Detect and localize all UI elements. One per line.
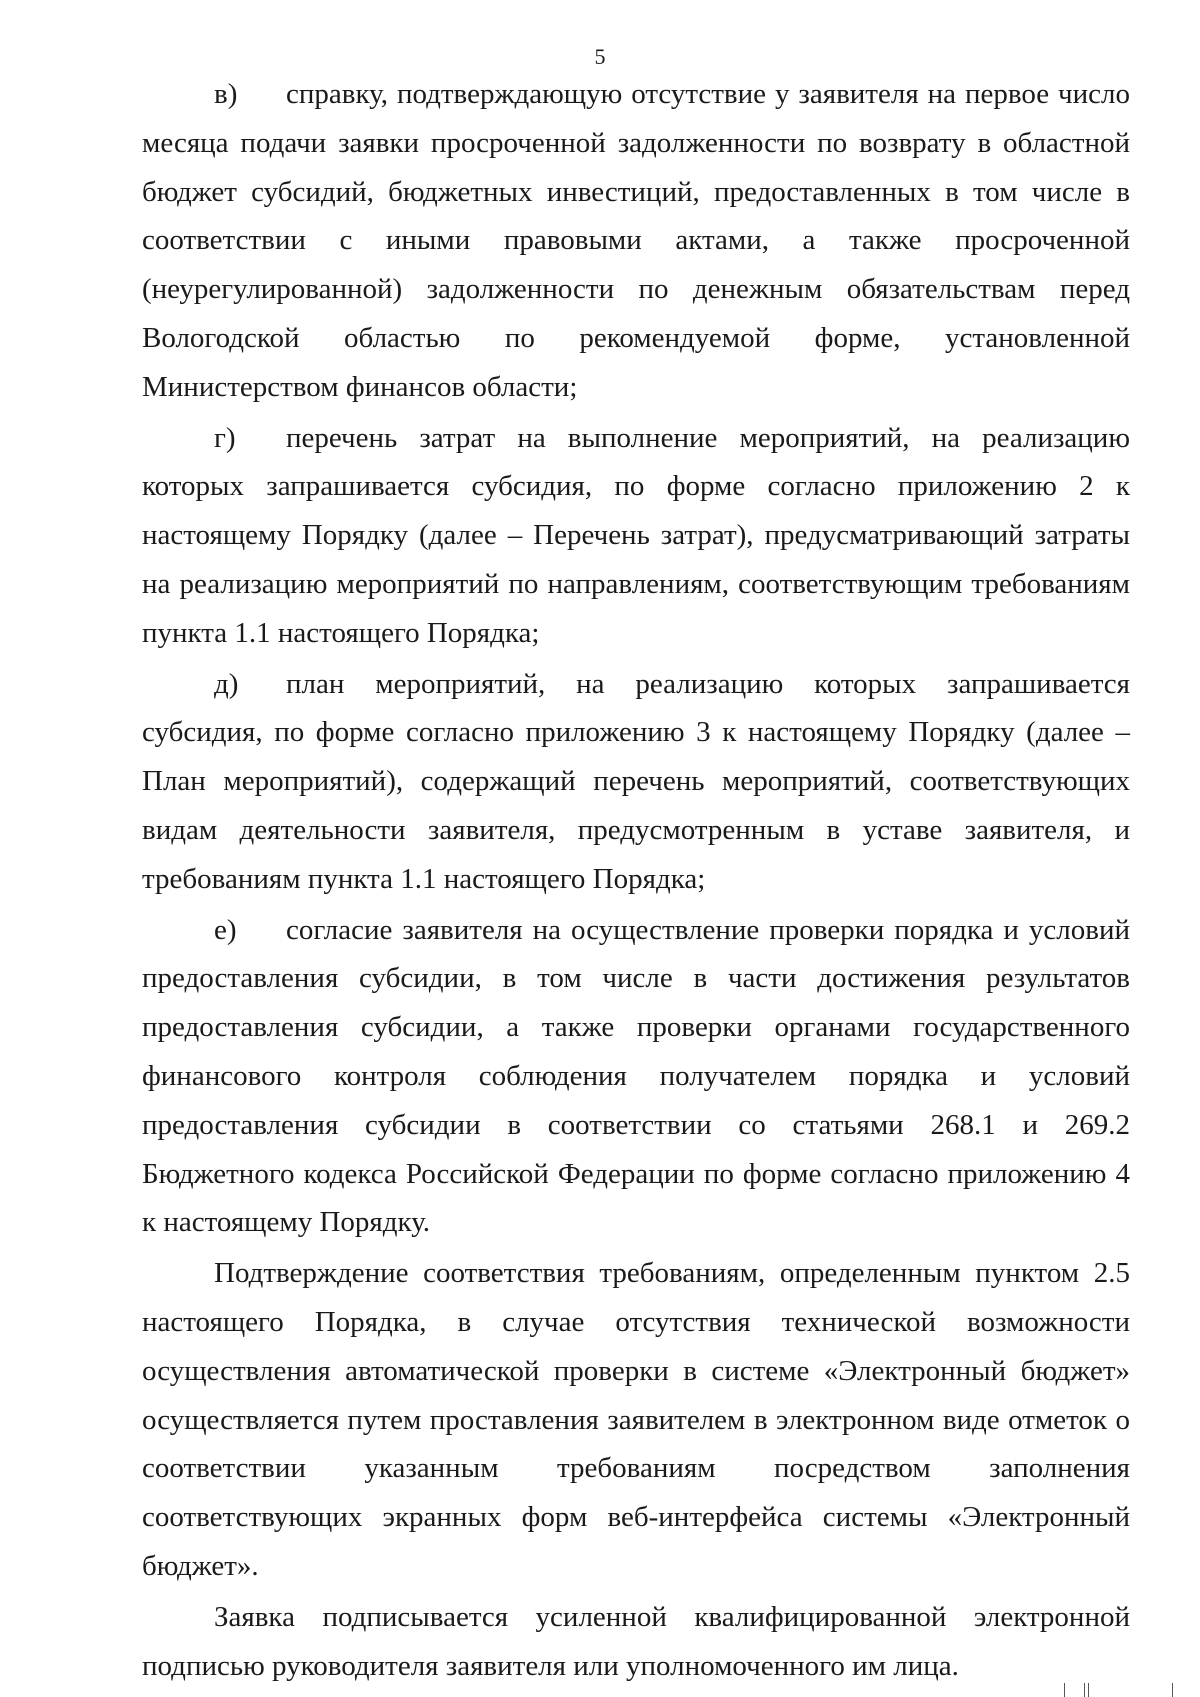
list-item-text: план мероприятий, на реализацию которых запрашивается субсидия, по форме согласно приложению 3 к настоящему Порядку (далее – План мероприятий), содержащий перечень мероприятий, соответствующих видам деятельности заявителя, предусмотренным в уставе заявителя, и требованиям пункта 1.1 настоящего Порядка; (142, 667, 1130, 895)
paragraph-signature: Заявка подписывается усиленной квалифицированной электронной подписью руководителя заявителя или уполномоченного им лица. (142, 1600, 1130, 1682)
list-item-text: согласие заявителя на осуществление проверки порядка и условий предоставления субсидии, в том числе в части достижения результатов предоставления субсидии, а также проверки органами государственного финансового контроля соблюдения получателем порядка и условий предоставления субсидии в соответствии со статьями 268.1 и 269.2 Бюджетного кодекса Российской Федерации по форме согласно приложению 4 к настоящему Порядку. (142, 913, 1130, 1239)
paragraph-confirmation: Подтверждение соответствия требованиям, определенным пунктом 2.5 настоящего Порядка, в случае отсутствия технической возможности осуществления автоматической проверки в системе «Электронный бюджет» осуществляется путем проставления заявителем в электронном виде отметок о соответствии указанным требованиям посредством заполнения соответствующих экранных форм веб-интерфейса системы «Электронный бюджет». (142, 1257, 1130, 1582)
list-item-v (142, 70, 1130, 412)
page-number: 5 (594, 44, 606, 69)
list-item-g (142, 414, 1130, 658)
list-item-marker: е) (214, 913, 237, 946)
scan-artifact (1084, 1683, 1085, 1697)
scan-artifact (1172, 1683, 1173, 1697)
list-item-marker: г) (214, 421, 236, 454)
list-item-d (142, 660, 1130, 904)
list-item-text: перечень затрат на выполнение мероприятий, на реализацию которых запрашивается субсидия, по форме согласно приложению 2 к настоящему Порядку (далее – Перечень затрат), предусматривающий затраты на реализацию мероприятий по направлениям, соответствующим требованиям пункта 1.1 настоящего Порядка; (142, 421, 1130, 649)
list-item-marker: д) (214, 667, 239, 700)
list-item-e (142, 906, 1130, 1248)
list-item-text: справку, подтверждающую отсутствие у заявителя на первое число месяца подачи заявки просроченной задолженности по возврату в областной бюджет субсидий, бюджетных инвестиций, предоставленных в том числе в соответствии с иными правовыми актами, а также просроченной (неурегулированной) задолженности по денежным обязательствам перед Вологодской областью по рекомендуемой форме, установленной Министерством финансов области; (142, 78, 1130, 403)
document-body (142, 70, 1130, 1690)
scan-artifact (1064, 1683, 1065, 1697)
scan-artifact (1088, 1683, 1089, 1697)
list-item-marker: в) (214, 78, 238, 110)
